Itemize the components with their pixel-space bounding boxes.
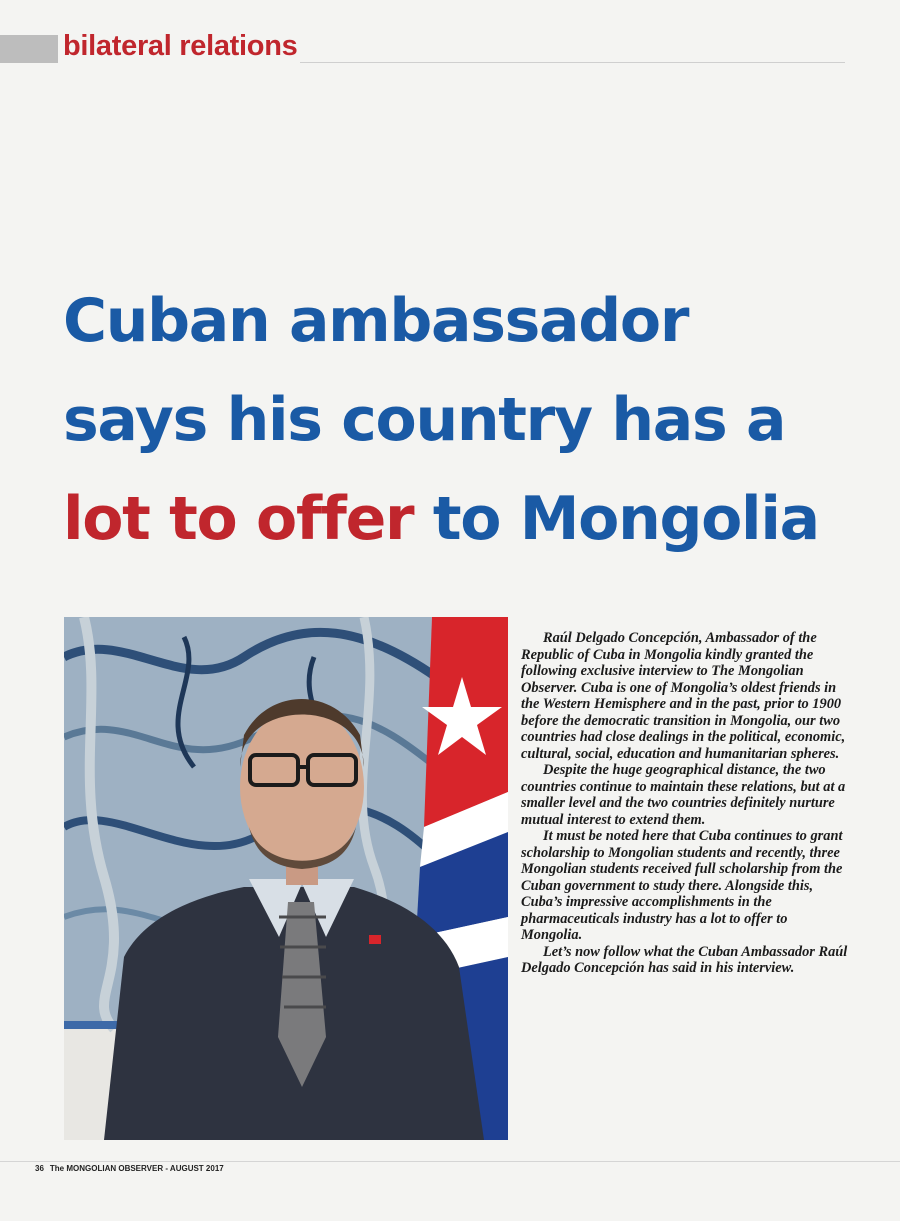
headline-line-2: says his country has a — [63, 385, 786, 455]
headline-highlight: lot to offer — [63, 484, 414, 554]
paragraph-1: Raúl Delgado Concepción, Ambassador of the Republic of Cuba in Mongolia kindly granted the following exclusive interview to The Mongolian Observer. Cuba is one of Mongolia’s oldest friends in the Western Hemisphere and in the past, prior to 1900 before the democratic transition in Mongolia, our two countries had close dealings in the political, economic, cultural, social, education and humanitarian spheres. — [521, 630, 846, 762]
section-label: bilateral relations — [63, 30, 298, 62]
section-rule — [300, 62, 845, 63]
paragraph-3: It must be noted here that Cuba continues to grant scholarship to Mongolian students and recently, three Mongolian students received full scholarship from the Cuban government to study there. Alongside this, Cuba’s impressive accomplishments in the pharmaceuticals industry has a lot to offer to Mongolia. — [521, 828, 843, 943]
article-intro — [521, 630, 851, 977]
ambassador-photo — [64, 617, 508, 1140]
article-headline — [63, 272, 863, 569]
headline-line-1: Cuban ambassador — [63, 286, 689, 356]
publication-name: The MONGOLIAN OBSERVER - AUGUST 2017 — [49, 1164, 224, 1173]
page-footer — [35, 1164, 224, 1173]
footer-rule — [0, 1161, 900, 1162]
section-marker-bar — [0, 35, 58, 63]
headline-line-3: to Mongolia — [413, 484, 819, 554]
paragraph-2: Despite the huge geographical distance, the two countries continue to maintain these relations, but at a smaller level and the two countries definitely nurture mutual interest to extend them. — [521, 762, 846, 828]
page-number: 36 — [35, 1164, 44, 1173]
paragraph-4: Let’s now follow what the Cuban Ambassador Raúl Delgado Concepción has said in his interview. — [521, 943, 848, 976]
